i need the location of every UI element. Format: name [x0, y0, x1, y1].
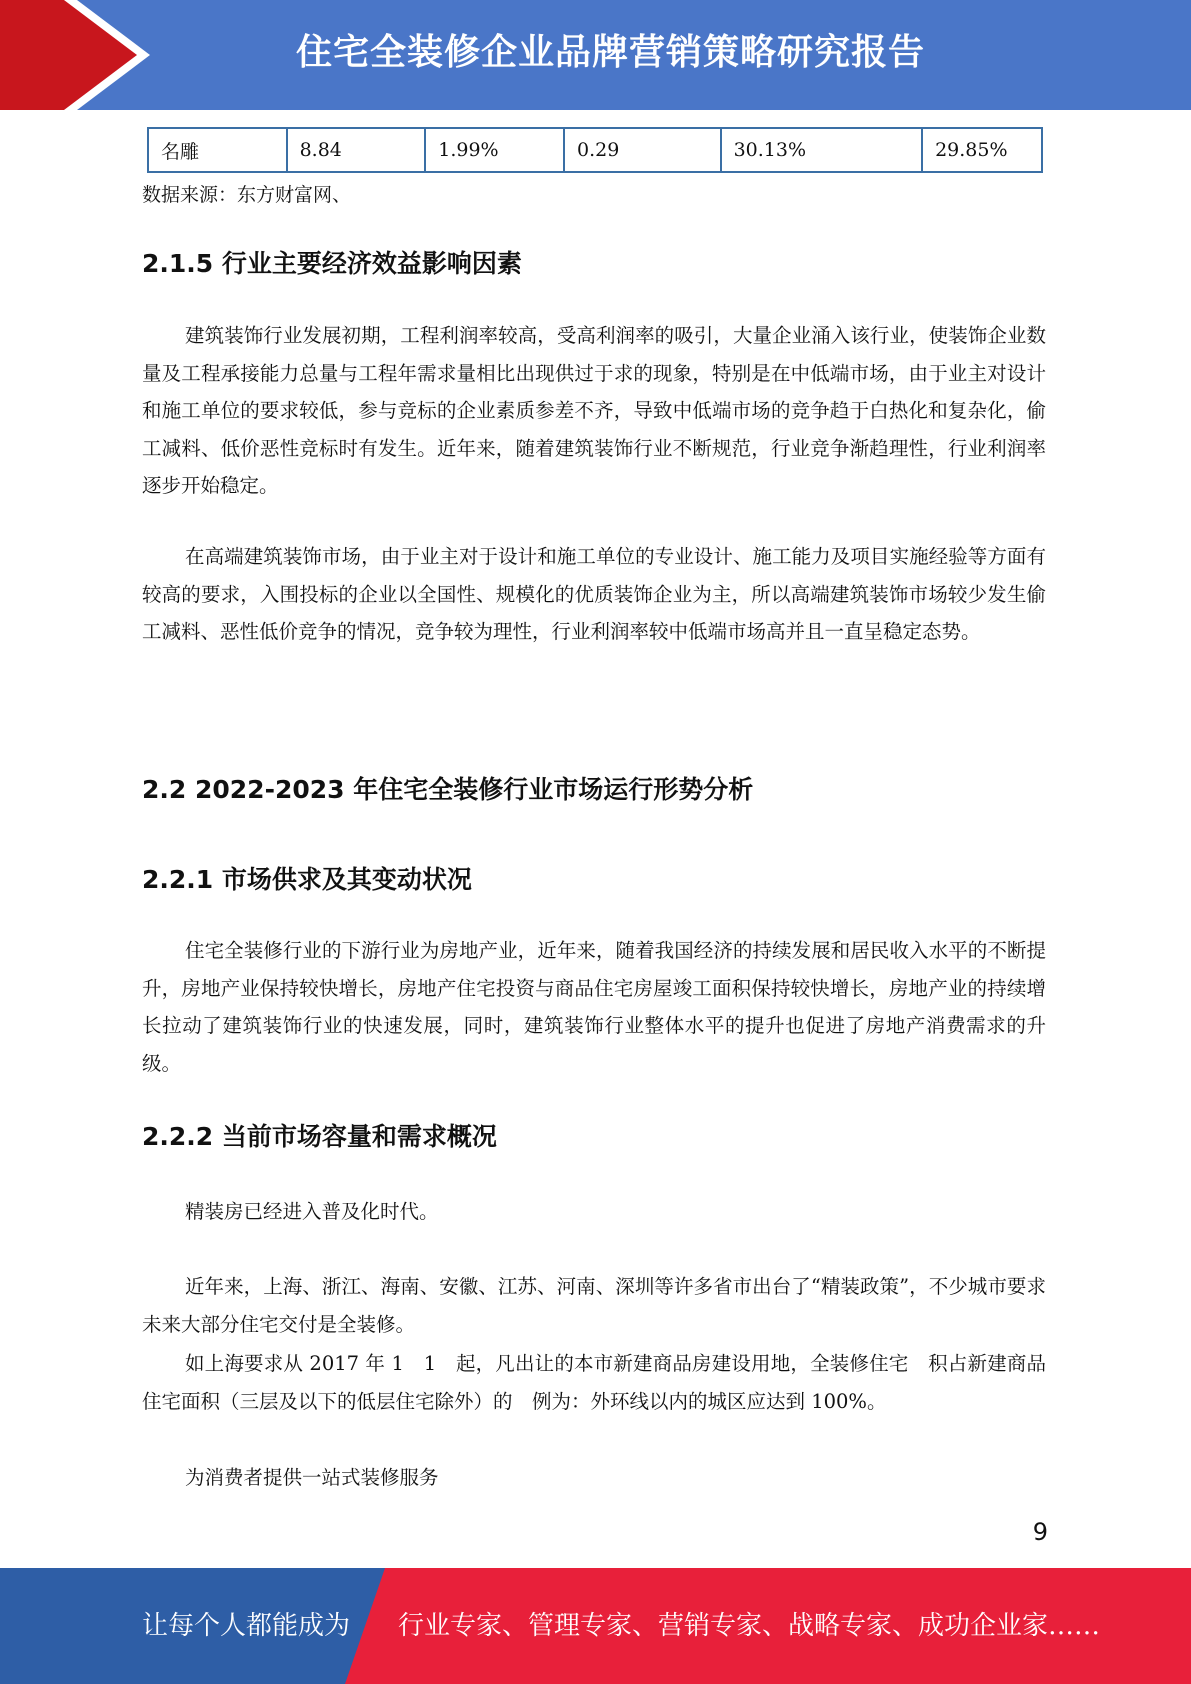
table-cell: 29.85% [922, 128, 1042, 172]
paragraph: 住宅全装修行业的下游行业为房地产业，近年来，随着我国经济的持续发展和居民收入水平的不断提升，房地产业保持较快增长，房地产住宅投资与商品住宅房屋竣工面积保持较快增长，房地产业的持续增长拉动了建筑装饰行业的快速发展，同时，建筑装饰行业整体水平的提升也促进了房地产消费需求的升级。 [142, 939, 1046, 1075]
table-cell: 0.29 [564, 128, 721, 172]
paragraph: 精装房已经进入普及化时代。 [185, 1200, 439, 1223]
table-cell: 1.99% [425, 128, 564, 172]
heading-2-2-2: 2.2.2 当前市场容量和需求概况 [142, 1122, 497, 1151]
heading-2-2-1: 2.2.1 市场供求及其变动状况 [142, 865, 472, 894]
footer-slogan-right: 行业专家、管理专家、营销专家、战略专家、成功企业家…… [398, 1611, 1101, 1641]
paragraph: 在高端建筑装饰市场，由于业主对于设计和施工单位的专业设计、施工能力及项目实施经验等方面有较高的要求，入围投标的企业以全国性、规模化的优质装饰企业为主，所以高端建筑装饰市场较少发生偷工减料、恶性低价竞争的情况，竞争较为理性，行业利润率较中低端市场高并且一直呈稳定态势。 [142, 545, 1046, 643]
heading-2-1-5: 2.1.5 行业主要经济效益影响因素 [142, 249, 522, 278]
table-cell: 名雕 [148, 128, 287, 172]
paragraph: 为消费者提供一站式装修服务 [185, 1466, 439, 1489]
footer-slogan-left: 让每个人都能成为 [142, 1611, 351, 1641]
paragraph: 近年来，上海、浙江、海南、安徽、江苏、河南、深圳等许多省市出台了“精装政策”，不少城市要求未来大部分住宅交付是全装修。 [142, 1275, 1046, 1336]
paragraph: 建筑装饰行业发展初期，工程利润率较高，受高利润率的吸引，大量企业涌入该行业，使装饰企业数量及工程承接能力总量与工程年需求量相比出现供过于求的现象，特别是在中低端市场，由于业主对设计和施工单位的要求较低，参与竞标的企业素质参差不齐，导致中低端市场的竞争趋于白热化和复杂化，偷工减料、低价恶性竞标时有发生。近年来，随着建筑装饰行业不断规范，行业竞争渐趋理性，行业利润率逐步开始稳定。 [142, 324, 1046, 497]
paragraph: 如上海要求从 2017 年 1 1 起，凡出让的本市新建商品房建设用地，全装修住宅 积占新建商品住宅面积（三层及以下的低层住宅除外）的 例为：外环线以内的城区应达到 100%。 [142, 1352, 1046, 1413]
table-cell: 30.13% [721, 128, 923, 172]
company-data-table [147, 127, 1043, 173]
data-source-note: 数据来源：东方财富网、 [142, 184, 352, 206]
page-number: 9 [1032, 1518, 1048, 1546]
page-footer [0, 1568, 1191, 1684]
page-header [0, 0, 1191, 110]
report-title: 住宅全装修企业品牌营销策略研究报告 [295, 32, 925, 73]
heading-2-2: 2.2 2022-2023 年住宅全装修行业市场运行形势分析 [142, 775, 754, 804]
table-row [148, 128, 1042, 172]
table-cell: 8.84 [287, 128, 426, 172]
